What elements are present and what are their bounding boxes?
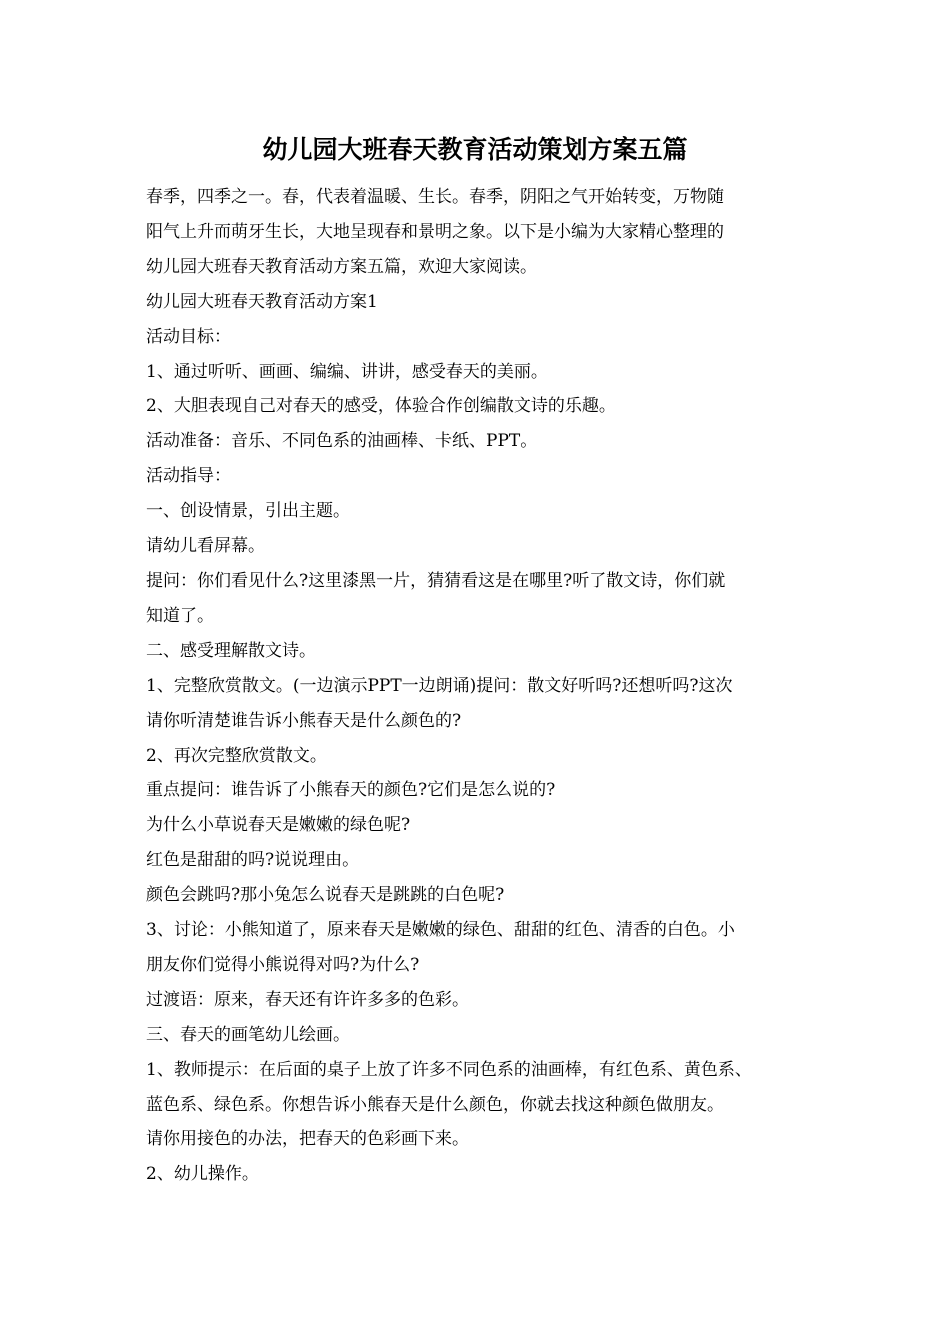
paragraph: 2、再次完整欣赏散文。 <box>146 745 327 766</box>
paragraph: 幼儿园大班春天教育活动方案1 <box>146 291 378 312</box>
paragraph: 活动准备：音乐、不同色系的油画棒、卡纸、PPT。 <box>146 431 538 452</box>
paragraph: 为什么小草说春天是嫩嫩的绿色呢? <box>146 815 411 836</box>
paragraph-continuation: 蓝色系、绿色系。你想告诉小熊春天是什么颜色，你就去找这种颜色做朋友。 <box>146 1094 724 1115</box>
paragraph: 2、幼儿操作。 <box>146 1164 259 1185</box>
paragraph: 一、创设情景，引出主题。 <box>146 501 350 522</box>
document-title: 幼儿园大班春天教育活动策划方案五篇 <box>262 135 688 164</box>
paragraph: 颜色会跳吗?那小兔怎么说春天是跳跳的白色呢? <box>146 885 505 906</box>
paragraph-continuation: 阳气上升而萌牙生长，大地呈现春和景明之象。以下是小编为大家精心整理的 <box>146 221 724 242</box>
paragraph-continuation: 幼儿园大班春天教育活动方案五篇，欢迎大家阅读。 <box>146 256 537 277</box>
paragraph: 活动目标： <box>146 326 231 347</box>
paragraph-continuation: 请你听清楚谁告诉小熊春天是什么颜色的? <box>146 710 462 731</box>
paragraph: 三、春天的画笔幼儿绘画。 <box>146 1024 350 1045</box>
paragraph: 1、完整欣赏散文。(一边演示PPT一边朗诵)提问：散文好听吗?还想听吗?这次 <box>146 675 733 696</box>
paragraph: 1、通过听听、画画、编编、讲讲，感受春天的美丽。 <box>146 361 548 382</box>
paragraph: 过渡语：原来，春天还有许许多多的色彩。 <box>146 989 469 1010</box>
paragraph: 提问：你们看见什么?这里漆黑一片，猜猜看这是在哪里?听了散文诗，你们就 <box>146 570 726 591</box>
paragraph-continuation: 朋友你们觉得小熊说得对吗?为什么? <box>146 954 420 975</box>
paragraph: 红色是甜甜的吗?说说理由。 <box>146 850 360 871</box>
paragraph: 2、大胆表现自己对春天的感受，体验合作创编散文诗的乐趣。 <box>146 396 616 417</box>
paragraph: 活动指导： <box>146 466 231 487</box>
document-body <box>146 180 816 1192</box>
paragraph: 请幼儿看屏幕。 <box>146 536 265 557</box>
paragraph: 3、讨论：小熊知道了，原来春天是嫩嫩的绿色、甜甜的红色、清香的白色。小 <box>146 920 735 941</box>
paragraph: 重点提问：谁告诉了小熊春天的颜色?它们是怎么说的? <box>146 780 556 801</box>
paragraph-continuation: 请你用接色的办法，把春天的色彩画下来。 <box>146 1129 469 1150</box>
paragraph: 1、教师提示：在后面的桌子上放了许多不同色系的油画棒，有红色系、黄色系、 <box>146 1059 752 1080</box>
paragraph-continuation: 知道了。 <box>146 605 214 626</box>
paragraph: 二、感受理解散文诗。 <box>146 640 316 661</box>
paragraph: 春季，四季之一。春，代表着温暖、生长。春季，阴阳之气开始转变，万物随 <box>146 187 724 207</box>
